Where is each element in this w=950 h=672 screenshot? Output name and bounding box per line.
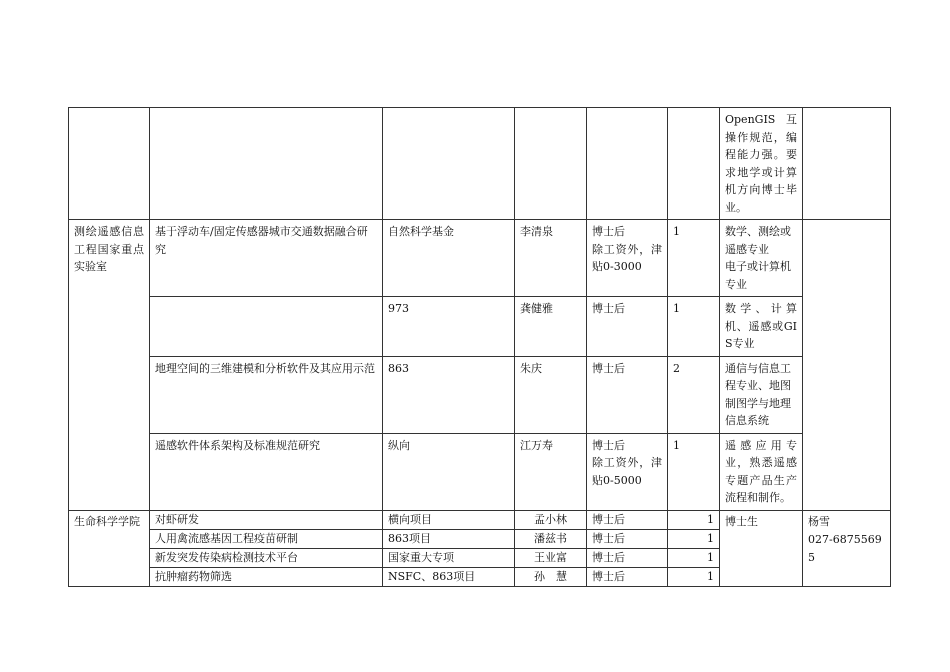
advisor-cell bbox=[515, 108, 587, 220]
project-cell bbox=[150, 108, 383, 220]
source-cell: 纵向 bbox=[383, 433, 515, 510]
count-cell: 1 bbox=[668, 220, 720, 297]
type-cell: 博士后 bbox=[587, 356, 668, 433]
advisor-cell: 李清泉 bbox=[515, 220, 587, 297]
project-cell: 地理空间的三维建模和分析软件及其应用示范 bbox=[150, 356, 383, 433]
source-cell: 973 bbox=[383, 297, 515, 357]
count-cell: 1 bbox=[668, 567, 720, 586]
source-cell: 自然科学基金 bbox=[383, 220, 515, 297]
source-cell bbox=[383, 108, 515, 220]
table-row bbox=[69, 433, 891, 510]
source-cell: 国家重大专项 bbox=[383, 548, 515, 567]
advisor-cell: 孙 慧 bbox=[515, 567, 587, 586]
table-row bbox=[69, 108, 891, 220]
count-cell: 1 bbox=[668, 529, 720, 548]
table-row bbox=[69, 356, 891, 433]
count-cell: 2 bbox=[668, 356, 720, 433]
count-cell: 1 bbox=[668, 548, 720, 567]
advisor-cell: 龚健雅 bbox=[515, 297, 587, 357]
project-cell: 新发突发传染病检测技术平台 bbox=[150, 548, 383, 567]
unit-cell bbox=[69, 108, 150, 220]
count-cell: 1 bbox=[668, 510, 720, 529]
table-row bbox=[69, 297, 891, 357]
requirement-cell: 通信与信息工程专业、地图制图学与地理信息系统 bbox=[720, 356, 803, 433]
type-cell: 博士后 除工资外，津贴0-5000 bbox=[587, 433, 668, 510]
contact-name: 杨雪 bbox=[808, 514, 830, 528]
source-cell: 863项目 bbox=[383, 529, 515, 548]
advisor-cell: 王业富 bbox=[515, 548, 587, 567]
requirement-cell: 数学、计算机、遥感或GIS专业 bbox=[720, 297, 803, 357]
count-cell bbox=[668, 108, 720, 220]
type-cell: 博士后 bbox=[587, 529, 668, 548]
unit-cell: 测绘遥感信息工程国家重点实验室 bbox=[69, 220, 150, 511]
contact-cell bbox=[803, 510, 891, 586]
advisor-cell: 江万寿 bbox=[515, 433, 587, 510]
advisor-cell: 孟小林 bbox=[515, 510, 587, 529]
requirement-cell: 遥感应用专业，熟悉遥感专题产品生产流程和制作。 bbox=[720, 433, 803, 510]
type-cell bbox=[587, 108, 668, 220]
count-cell: 1 bbox=[668, 433, 720, 510]
project-cell: 遥感软件体系架构及标准规范研究 bbox=[150, 433, 383, 510]
project-cell: 基于浮动车/固定传感器城市交通数据融合研究 bbox=[150, 220, 383, 297]
source-cell: NSFC、863项目 bbox=[383, 567, 515, 586]
project-cell bbox=[150, 297, 383, 357]
type-cell: 博士后 bbox=[587, 567, 668, 586]
type-cell: 博士后 bbox=[587, 510, 668, 529]
table-row bbox=[69, 220, 891, 297]
project-cell: 抗肿瘤药物筛选 bbox=[150, 567, 383, 586]
contact-phone: 027-68755695 bbox=[808, 532, 882, 564]
advisor-cell: 潘兹书 bbox=[515, 529, 587, 548]
unit-cell: 生命科学学院 bbox=[69, 510, 150, 586]
requirement-cell: 数学、测绘或遥感专业 电子或计算机专业 bbox=[720, 220, 803, 297]
recruitment-table bbox=[68, 107, 891, 587]
advisor-cell: 朱庆 bbox=[515, 356, 587, 433]
type-cell: 博士后 bbox=[587, 548, 668, 567]
requirement-cell: OpenGIS 互操作规范，编程能力强。要求地学或计算机方向博士毕业。 bbox=[720, 108, 803, 220]
contact-cell bbox=[803, 220, 891, 511]
type-cell: 博士后 bbox=[587, 297, 668, 357]
count-cell: 1 bbox=[668, 297, 720, 357]
table-row bbox=[69, 510, 891, 529]
project-cell: 人用禽流感基因工程疫苗研制 bbox=[150, 529, 383, 548]
project-cell: 对虾研发 bbox=[150, 510, 383, 529]
source-cell: 863 bbox=[383, 356, 515, 433]
type-cell: 博士后 除工资外，津贴0-3000 bbox=[587, 220, 668, 297]
source-cell: 横向项目 bbox=[383, 510, 515, 529]
contact-cell bbox=[803, 108, 891, 220]
requirement-cell: 博士生 bbox=[720, 510, 803, 586]
